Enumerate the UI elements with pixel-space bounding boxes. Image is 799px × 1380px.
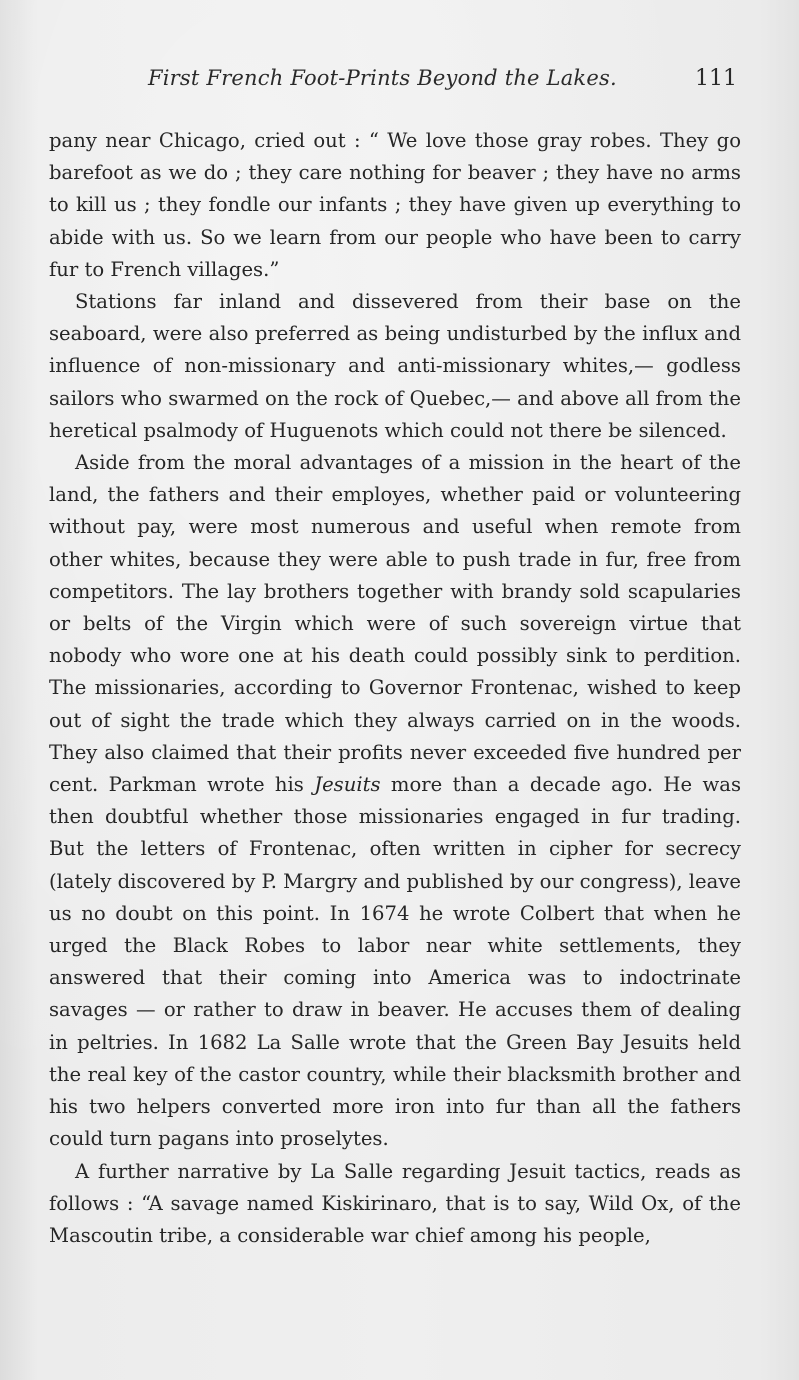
- running-title: First French Foot-Prints Beyond the Lakes.: [148, 66, 617, 90]
- page-header: [148, 66, 737, 100]
- page-number: 111: [695, 66, 737, 91]
- body-text: [49, 125, 741, 1252]
- paragraph-3: [49, 447, 741, 1155]
- book-title-jesuits: Jesuits: [314, 773, 381, 797]
- paragraph-3-part-2: more than a decade ago. He was then doubtful whether those missionaries engaged in fur trading. But the letters of Frontenac, often written in cipher for secrecy (lately discovered by P. Margry and published by our congress), leave us no doubt on this point. In 1674 he wrote Colbert that when he urged the Black Robes to labor near white settlements, they answered that their coming into America was to indoctrinate savages — or rather to draw in beaver. He accuses them of dealing in peltries. In 1682 La Salle wrote that the Green Bay Jesuits held the real key of the castor country, while their blacksmith brother and his two helpers converted more iron into fur than all the fathers could turn pagans into proselytes.: [49, 773, 741, 1151]
- paragraph-3-part-1: Aside from the moral advantages of a mission in the heart of the land, the fathers and their employes, whether paid or volunteering without pay, were most numerous and useful when remote from other whites, because they were able to push trade in fur, free from competitors. The lay brothers together with brandy sold scapularies or belts of the Virgin which were of such sovereign virtue that nobody who wore one at his death could possibly sink to perdition. The missionaries, according to Governor Frontenac, wished to keep out of sight the trade which they always carried on in the woods. They also claimed that their profits never exceeded five hundred per cent. Parkman wrote his: [49, 451, 741, 797]
- paragraph-2: Stations far inland and dissevered from their base on the seaboard, were also preferred as being undisturbed by the influx and influence of non-missionary and anti-missionary whites,— godless sailors who swarmed on the rock of Quebec,— and above all from the heretical psalmody of Huguenots which could not there be silenced.: [49, 290, 741, 442]
- paragraph-4: A further narrative by La Salle regarding Jesuit tactics, reads as follows : “A savage named Kiskirinaro, that is to say, Wild Ox, of the Mascoutin tribe, a considerable war chief among his people,: [49, 1159, 741, 1247]
- paragraph-1: pany near Chicago, cried out : “ We love those gray robes. They go barefoot as we do ; they care nothing for beaver ; they have no arms to kill us ; they fondle our infants ; they have given up everything to abide with us. So we learn from our people who have been to carry fur to French villages.”: [49, 129, 741, 281]
